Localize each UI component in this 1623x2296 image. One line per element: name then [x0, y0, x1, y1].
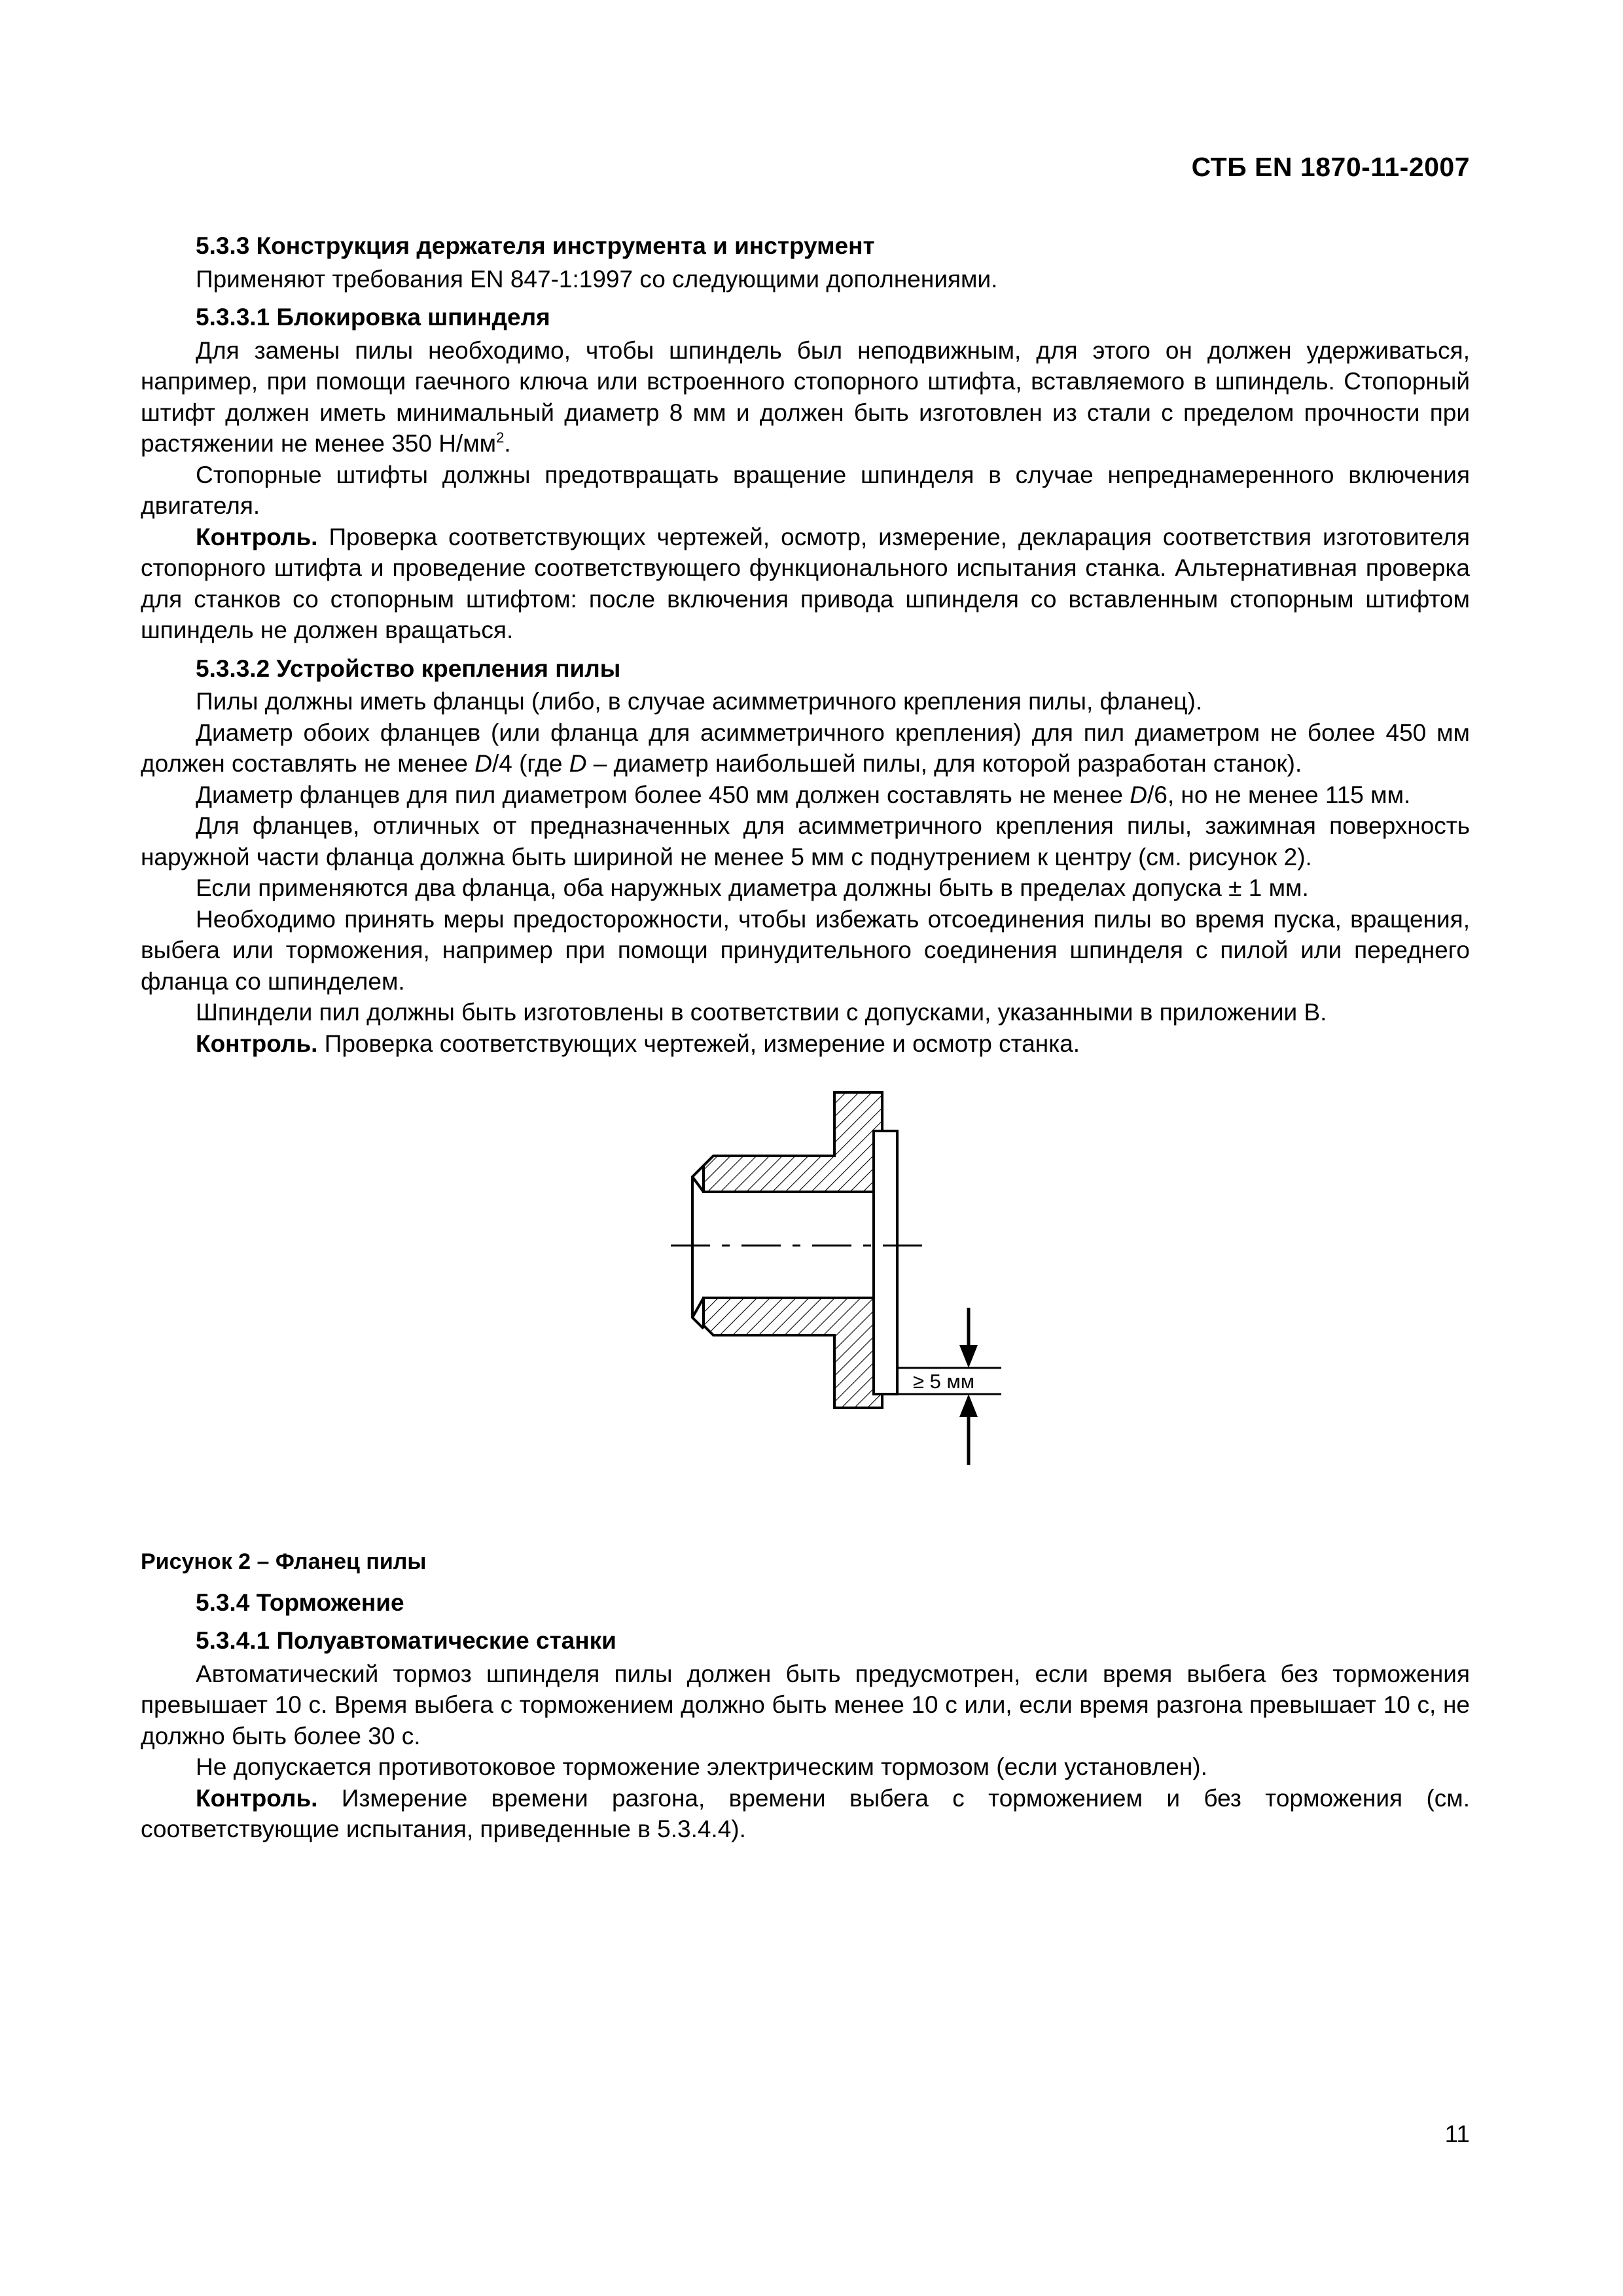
text-run: – диаметр наибольшей пилы, для которой разработан станок). — [586, 750, 1302, 777]
control-label: Контроль. — [196, 1030, 318, 1057]
control-paragraph — [141, 1783, 1470, 1845]
paragraph: Стопорные штифты должны предотвращать вращение шпинделя в случае непреднамеренного включения двигателя. — [141, 461, 1470, 519]
control-text: Измерение времени разгона, времени выбега с торможением и без торможения (см. соответствующие испытания, приведенные в 5.3.4.4). — [141, 1784, 1470, 1842]
section-heading: 5.3.3.1 Блокировка шпинделя — [196, 304, 550, 331]
paragraph: Применяют требования EN 847-1:1997 со следующими дополнениями. — [196, 265, 998, 293]
paragraph: Пилы должны иметь фланцы (либо, в случае асимметричного крепления пилы, фланец). — [196, 688, 1203, 715]
figure-flange — [141, 1072, 1470, 1547]
paragraph: Автоматический тормоз шпинделя пилы должен быть предусмотрен, если время выбега без торможения превышает 10 с. Время выбега с торможением должно быть менее 10 с или, если время разгона превышает 10 с, не должно быть более 30 с. — [141, 1660, 1470, 1749]
section-heading: 5.3.3.2 Устройство крепления пилы — [196, 655, 621, 682]
paragraph: Не допускается противотоковое торможение электрическим тормозом (если установлен). — [196, 1753, 1207, 1780]
italic-symbol: D — [569, 750, 587, 777]
paragraph: Для фланцев, отличных от предназначенных для асимметричного крепления пилы, зажимная поверхность наружной части фланца должна быть шириной не менее 5 мм с поднутрением к центру (см. рисунок 2). — [141, 812, 1470, 870]
control-paragraph — [141, 1028, 1470, 1060]
text-run: /6, но не менее 115 мм. — [1147, 781, 1411, 808]
page-content — [141, 230, 1470, 1845]
flange-lower-hatched — [704, 1262, 882, 1408]
dimension-label: ≥ 5 мм — [913, 1370, 975, 1393]
paragraph: Необходимо принять меры предосторожности, чтобы избежать отсоединения пилы во время пуска, вращения, выбега или торможения, например при помощи принудительного соединения шпинделя с пилой или переднего фланца со шпинделем. — [141, 905, 1470, 995]
superscript: 2 — [496, 429, 505, 446]
text-run: Диаметр фланцев для пил диаметром более 450 мм должен составлять не менее — [196, 781, 1130, 808]
paragraph — [141, 335, 1470, 459]
paragraph — [141, 780, 1470, 811]
text-run: Диаметр обоих фланцев (или фланца для асимметричного крепления) для пил диаметром не более 450 мм должен составлять не менее — [141, 719, 1470, 777]
arrow-down-icon — [959, 1345, 978, 1368]
control-text: Проверка соответствующих чертежей, осмотр, измерение, декларация соответствия изготовителя стопорного штифта и проведение соответствующего функционального испытания станка. Альтернативная проверка для станков со стопорным штифтом: после включения привода шпинделя со вставленным стопорным штифтом шпиндель не должен вращаться. — [141, 523, 1470, 643]
paragraph-end: . — [504, 430, 511, 457]
italic-symbol: D — [1130, 781, 1147, 808]
paragraph: Шпиндели пил должны быть изготовлены в соответствии с допусками, указанными в приложении В. — [196, 999, 1327, 1026]
page-number: 11 — [1444, 2121, 1470, 2147]
italic-symbol: D — [474, 750, 492, 777]
figure-caption: Рисунок 2 – Фланец пилы — [141, 1549, 427, 1574]
document-code: СТБ EN 1870-11-2007 — [1191, 152, 1470, 182]
section-heading: 5.3.4 Торможение — [196, 1588, 404, 1616]
paragraph: Если применяются два фланца, оба наружных диаметра должны быть в пределах допуска ± 1 мм. — [196, 874, 1309, 901]
arrow-up-icon — [959, 1394, 978, 1417]
control-label: Контроль. — [196, 1784, 318, 1812]
flange-upper-hatched — [704, 1092, 882, 1230]
section-heading: 5.3.3 Конструкция держателя инструмента и инструмент — [196, 232, 875, 259]
control-paragraph — [141, 522, 1470, 646]
flange-drawing — [141, 1072, 1470, 1547]
paragraph-text: Для замены пилы необходимо, чтобы шпиндель был неподвижным, для этого он должен удерживаться, например, при помощи гаечного ключа или встроенного стопорного штифта, вставляемого в шпиндель. Стопорный штифт должен иметь минимальный диаметр 8 мм и должен быть изготовлен из стали с пределом прочности при растяжении не менее 350 Н/мм — [141, 336, 1470, 457]
clamping-face — [874, 1131, 897, 1394]
control-label: Контроль. — [196, 523, 318, 550]
text-run: /4 (где — [491, 750, 569, 777]
control-text: Проверка соответствующих чертежей, измерение и осмотр станка. — [317, 1030, 1080, 1057]
paragraph — [141, 717, 1470, 780]
section-heading: 5.3.4.1 Полуавтоматические станки — [196, 1627, 616, 1654]
